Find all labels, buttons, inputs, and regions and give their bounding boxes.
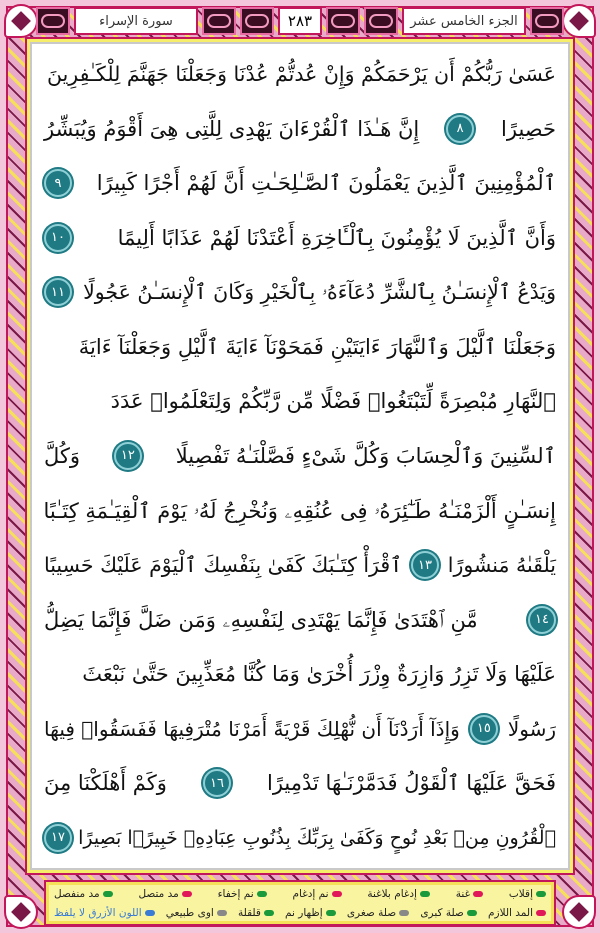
tajweed-legend [44, 880, 556, 926]
verse-text: وَجَعَلْنَا ٱلَّيْلَ وَٱلنَّهَارَ ءَايَتَيْنِ فَمَحَوْنَآ ءَايَةَ ٱلَّيْلِ وَجَعَلْنَآ ءَايَةَ [78, 334, 556, 359]
text-line [44, 703, 556, 755]
color-swatch-icon [182, 891, 192, 897]
legend-label: قلقلة [237, 906, 261, 919]
verse-text: وَكَمْ أَهْلَكْنَا مِنَ [44, 771, 167, 796]
color-swatch-icon [399, 910, 409, 916]
text-line [44, 648, 556, 700]
legend-item [138, 888, 191, 900]
ayah-number-marker: ١٢ [114, 442, 142, 470]
verse-text: يَلْقَىٰهُ مَنشُورًا [447, 553, 556, 578]
ayah-number-marker: ١١ [44, 278, 72, 306]
legend-item [488, 907, 546, 919]
text-line [44, 485, 556, 537]
verse-text: ٱلْقُرُونِ مِنۢ بَعْدِ نُوحٍ وَكَفَىٰ بِرَبِّكَ بِذُنُوبِ عِبَادِهِۦ خَبِيرًۢا بَصِيرًا [78, 826, 556, 849]
legend-item [293, 888, 342, 900]
ayah-number-marker: ٨ [446, 115, 474, 143]
text-line [44, 594, 556, 646]
text-line [44, 212, 556, 264]
verse-text: وَإِذَآ أَرَدْنَآ أَن نُّهْلِكَ قَرْيَةً أَمَرْنَا مُتْرَفِيهَا فَفَسَقُوا۟ فِيهَا [44, 716, 460, 741]
verse-text: ٱلنَّهَارِ مُبْصِرَةً لِّتَبْتَغُوا۟ فَضْلًا مِّن رَّبِّكُمْ وَلِتَعْلَمُوا۟ عَدَدَ [110, 389, 556, 414]
legend-label: المد اللازم [488, 906, 533, 919]
ayah-number-marker: ١٣ [411, 551, 439, 579]
color-swatch-icon [536, 910, 546, 916]
ayah-number-marker: ١٠ [44, 224, 72, 252]
verse-text: مَّنِ ٱهْتَدَىٰ فَإِنَّمَا يَهْتَدِى لِنَفْسِهِۦ وَمَن ضَلَّ فَإِنَّمَا يَضِلُّ [44, 607, 478, 632]
text-line [44, 266, 556, 318]
color-swatch-icon [467, 910, 477, 916]
verse-text: وَيَدْعُ ٱلْإِنسَـٰنُ بِٱلشَّرِّ دُعَآءَهُۥ بِٱلْخَيْرِ وَكَانَ ٱلْإِنسَـٰنُ عَجُولًا [83, 280, 556, 305]
text-line [44, 375, 556, 427]
color-swatch-icon [326, 910, 336, 916]
legend-item [420, 907, 477, 919]
legend-row [54, 888, 546, 900]
surah-name: سورة الإسراء [74, 7, 198, 35]
ornament-icon [364, 7, 398, 35]
color-swatch-icon [536, 891, 546, 897]
text-line [44, 103, 556, 155]
legend-label: اوى طبيعي [165, 906, 214, 919]
legend-item [285, 907, 336, 919]
ornament-icon [36, 7, 70, 35]
color-swatch-icon [103, 891, 113, 897]
page-number: ٢٨٣ [278, 7, 322, 35]
legend-label: مد متصل [138, 887, 179, 900]
legend-item [166, 907, 227, 919]
color-swatch-icon [145, 910, 155, 916]
verse-text: إِنَّ هَـٰذَا ٱلْقُرْءَانَ يَهْدِى لِلَّتِى هِىَ أَقْوَمُ وَيُبَشِّرُ [44, 116, 420, 141]
legend-label: نم إدغام [292, 887, 329, 900]
legend-row [54, 907, 546, 919]
text-line [44, 539, 556, 591]
legend-label: غنة [455, 887, 471, 900]
verse-text: ٱلسِّنِينَ وَٱلْحِسَابَ وَكُلَّ شَىْءٍ فَصَّلْنَـٰهُ تَفْصِيلًا [175, 443, 556, 468]
legend-item [509, 888, 546, 900]
corner-ornament-icon [4, 4, 38, 38]
ornament-icon [240, 7, 274, 35]
ayah-number-marker: ١٦ [203, 769, 231, 797]
verse-text: رَسُولًا [507, 716, 556, 741]
legend-label: صلة صغرى [346, 906, 397, 919]
color-swatch-icon [473, 891, 483, 897]
juz-name: الجزء الخامس عشر [402, 7, 526, 35]
legend-label: إقلاب [508, 887, 533, 900]
legend-label: إدغام بلاغنة [367, 887, 417, 900]
verse-text: حَصِيرًا [501, 116, 556, 141]
ayah-number-marker: ٩ [44, 169, 72, 197]
text-line [44, 157, 556, 209]
text-line [44, 757, 556, 809]
legend-item [456, 888, 483, 900]
color-swatch-icon [257, 891, 267, 897]
verse-text: فَحَقَّ عَلَيْهَا ٱلْقَوْلُ فَدَمَّرْنَـٰهَا تَدْمِيرًا [267, 771, 556, 796]
ornament-icon [530, 7, 564, 35]
ayah-number-marker: ١٤ [528, 606, 556, 634]
legend-item [238, 907, 274, 919]
legend-item [218, 888, 267, 900]
legend-label: مد منفصل [54, 887, 100, 900]
text-line [44, 48, 556, 100]
ornament-icon [326, 7, 360, 35]
color-swatch-icon [264, 910, 274, 916]
legend-item [54, 888, 113, 900]
legend-item [54, 907, 155, 919]
text-line [44, 321, 556, 373]
quran-text-area [30, 42, 570, 870]
corner-ornament-icon [4, 895, 38, 929]
legend-label: اللون الأزرق لا يلفظ [54, 906, 142, 919]
verse-lines [44, 48, 556, 864]
verse-text: ٱقْرَأْ كِتَـٰبَكَ كَفَىٰ بِنَفْسِكَ ٱلْيَوْمَ عَلَيْكَ حَسِيبًا [44, 553, 403, 578]
legend-item [347, 907, 409, 919]
verse-text: إِنسَـٰنٍ أَلْزَمْنَـٰهُ طَـٰٓئِرَهُۥ فِى عُنُقِهِۦ وَنُخْرِجُ لَهُۥ يَوْمَ ٱلْقِيَـٰمَةِ كِتَـٰبًا [43, 498, 556, 523]
ayah-number-marker: ١٥ [470, 715, 498, 743]
verse-text: عَلَيْهَا وَلَا تَزِرُ وَازِرَةٌ وِزْرَ أُخْرَىٰ وَمَا كُنَّا مُعَذِّبِينَ حَتَّىٰ نَبْعَثَ [82, 662, 556, 687]
ayah-number-marker: ١٧ [44, 824, 72, 852]
legend-label: نم إخفاء [217, 887, 254, 900]
legend-label: صلة كبرى [420, 906, 464, 919]
corner-ornament-icon [562, 895, 596, 929]
legend-item [367, 888, 430, 900]
text-line [44, 812, 556, 864]
legend-label: إظهار نم [285, 906, 323, 919]
page-header [36, 4, 564, 38]
verse-text: وَأَنَّ ٱلَّذِينَ لَا يُؤْمِنُونَ بِٱلْـَٔاخِرَةِ أَعْتَدْنَا لَهُمْ عَذَابًا أَلِيمًا [117, 225, 556, 250]
verse-text: ٱلْمُؤْمِنِينَ ٱلَّذِينَ يَعْمَلُونَ ٱلصَّـٰلِحَـٰتِ أَنَّ لَهُمْ أَجْرًا كَبِيرًا [96, 171, 556, 196]
color-swatch-icon [332, 891, 342, 897]
verse-text: عَسَىٰ رَبُّكُمْ أَن يَرْحَمَكُمْ وَإِنْ عُدتُّمْ عُدْنَا وَجَعَلْنَا جَهَنَّمَ لِلْكَـٰفِرِينَ [47, 62, 556, 86]
corner-ornament-icon [562, 4, 596, 38]
color-swatch-icon [420, 891, 430, 897]
verse-text: وَكُلَّ [44, 443, 81, 468]
color-swatch-icon [217, 910, 227, 916]
ornament-icon [202, 7, 236, 35]
text-line [44, 430, 556, 482]
